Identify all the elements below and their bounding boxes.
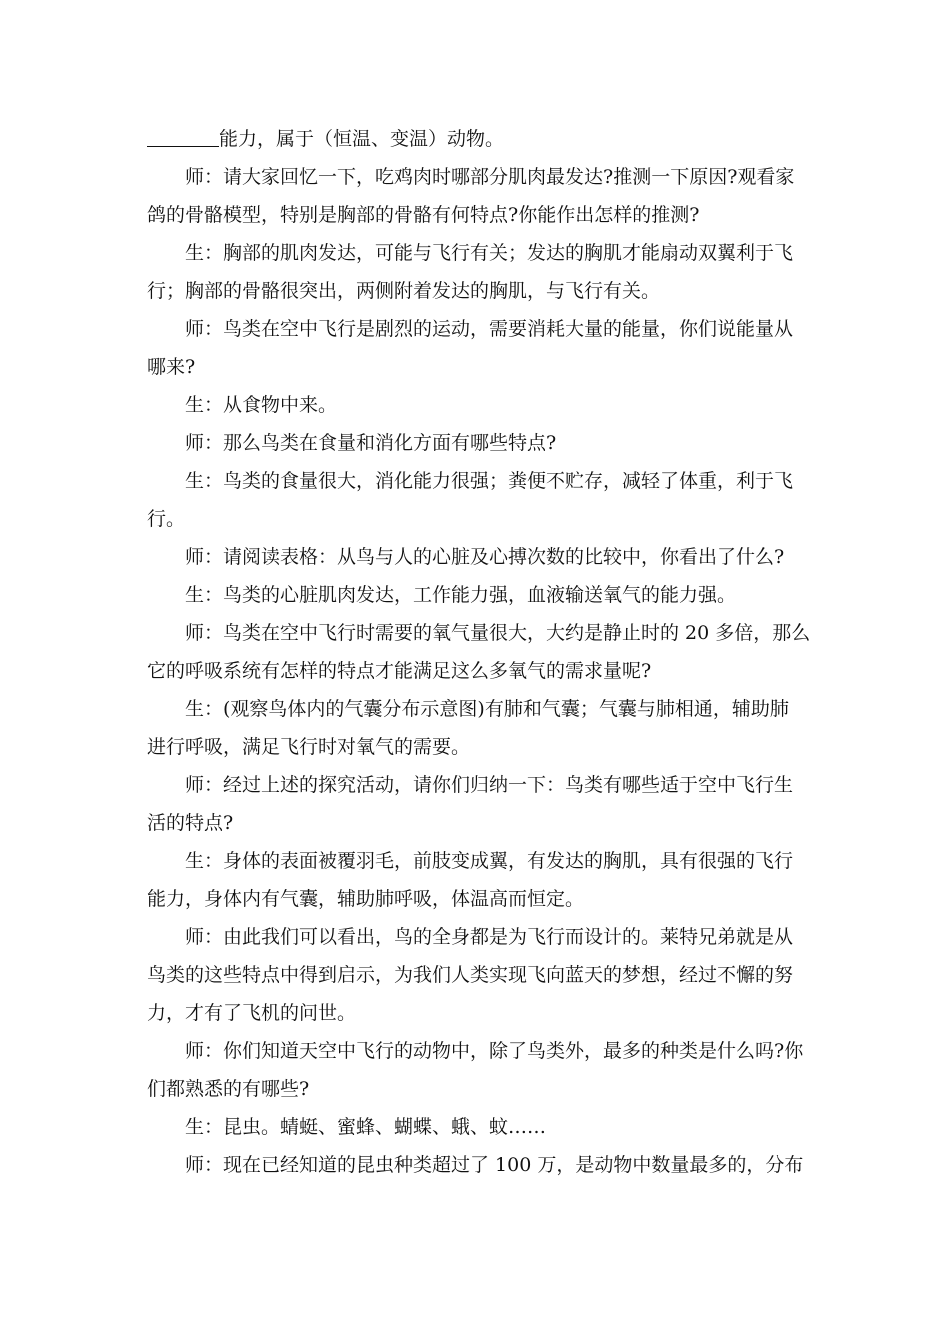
text-line: 行。 bbox=[147, 508, 186, 530]
text-line: 们都熟悉的有哪些? bbox=[147, 1078, 310, 1100]
text-line: 能力，属于（恒温、变温）动物。 bbox=[147, 120, 807, 158]
text-line: 哪来? bbox=[147, 356, 196, 378]
text-line: 鸽的骨骼模型，特别是胸部的骨骼有何特点?你能作出怎样的推测? bbox=[147, 204, 700, 226]
text-line: 师：那么鸟类在食量和消化方面有哪些特点? bbox=[185, 432, 557, 454]
text-line: 力，才有了飞机的问世。 bbox=[147, 1002, 357, 1024]
text-line: 进行呼吸，满足飞行时对氧气的需要。 bbox=[147, 736, 471, 758]
text-line: 活的特点? bbox=[147, 812, 234, 834]
text-line: 生：鸟类的食量很大，消化能力很强；粪便不贮存，减轻了体重，利于飞 bbox=[185, 470, 794, 492]
text-line: 生：昆虫。蜻蜓、蜜蜂、蝴蝶、蛾、蚊…… bbox=[185, 1116, 547, 1138]
text-line: 师：请阅读表格：从鸟与人的心脏及心搏次数的比较中，你看出了什么? bbox=[185, 546, 785, 568]
text-line: 师：经过上述的探究活动，请你们归纳一下：鸟类有哪些适于空中飞行生 bbox=[185, 774, 794, 796]
text-line: 行；胸部的骨骼很突出，两侧附着发达的胸肌，与飞行有关。 bbox=[147, 280, 661, 302]
text-line: 能力，身体内有气囊，辅助肺呼吸，体温高而恒定。 bbox=[147, 888, 585, 910]
text-line: 师：由此我们可以看出，鸟的全身都是为飞行而设计的。莱特兄弟就是从 bbox=[185, 926, 794, 948]
text-line: 师：现在已经知道的昆虫种类超过了 100 万，是动物中数量最多的，分布 bbox=[185, 1154, 804, 1176]
text-line: 生：鸟类的心脏肌肉发达，工作能力强，血液输送氧气的能力强。 bbox=[185, 584, 737, 606]
text-line: 师：你们知道天空中飞行的动物中，除了鸟类外，最多的种类是什么吗?你 bbox=[185, 1040, 804, 1062]
fill-blank bbox=[147, 124, 219, 147]
text-line: 它的呼吸系统有怎样的特点才能满足这么多氧气的需求量呢? bbox=[147, 660, 652, 682]
text-line: 生：从食物中来。 bbox=[185, 394, 338, 416]
text-line: 生：胸部的肌肉发达，可能与飞行有关；发达的胸肌才能扇动双翼利于飞 bbox=[185, 242, 794, 264]
text-line: 鸟类的这些特点中得到启示，为我们人类实现飞向蓝天的梦想，经过不懈的努 bbox=[147, 964, 794, 986]
text-line: 生：身体的表面被覆羽毛，前肢变成翼，有发达的胸肌，具有很强的飞行 bbox=[185, 850, 794, 872]
text-line: 师：鸟类在空中飞行时需要的氧气量很大，大约是静止时的 20 多倍，那么 bbox=[185, 622, 811, 644]
text-line: 生：(观察鸟体内的气囊分布示意图)有肺和气囊；气囊与肺相通，辅助肺 bbox=[185, 698, 789, 720]
text-line: 师：请大家回忆一下，吃鸡肉时哪部分肌肉最发达?推测一下原因?观看家 bbox=[185, 166, 795, 188]
text-line: 师：鸟类在空中飞行是剧烈的运动，需要消耗大量的能量，你们说能量从 bbox=[185, 318, 794, 340]
text-body bbox=[147, 120, 811, 1184]
